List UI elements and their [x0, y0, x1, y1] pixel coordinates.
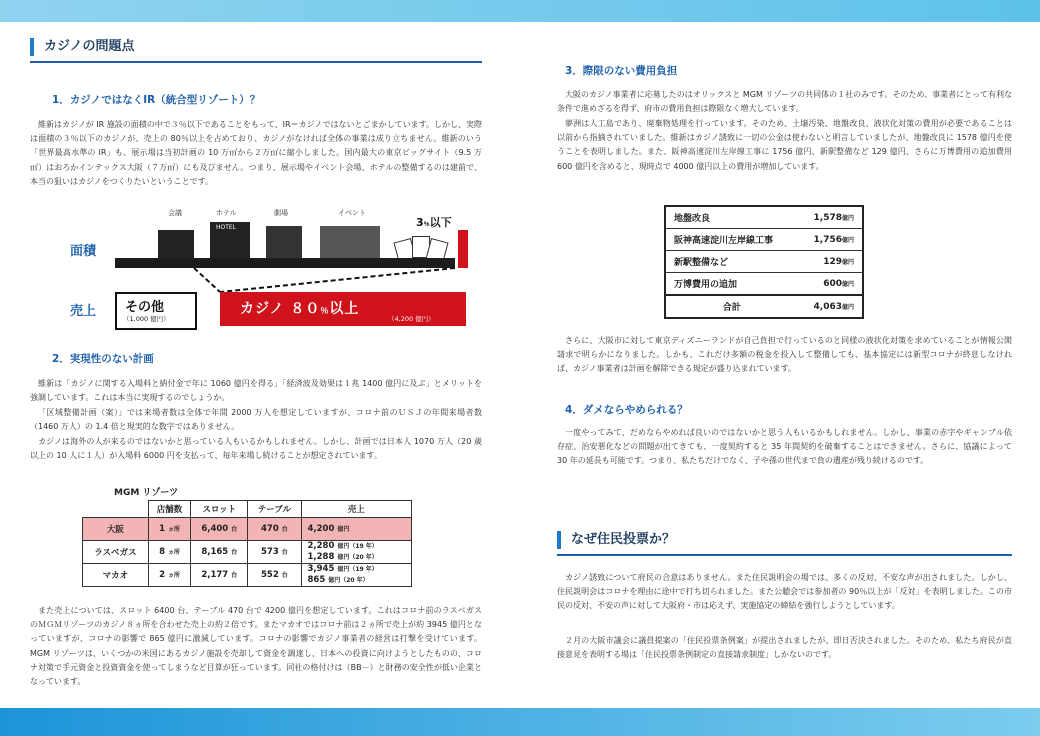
cost-label: 阪神高速淀川左岸線工事	[665, 229, 797, 251]
heading-3: 3．際限のない費用負担	[565, 65, 678, 77]
row-stores: 1 ヵ所	[148, 518, 191, 541]
sales-others-title: その他	[125, 300, 165, 315]
row-name: 大阪	[83, 518, 149, 541]
cost-label: 万博費用の追加	[665, 273, 797, 296]
cost-value: 129億円	[797, 251, 863, 273]
mgm-table-header	[83, 501, 412, 518]
row-stores: 2 ヵ所	[148, 564, 191, 587]
mgm-table-title: MGM リゾーツ	[114, 488, 179, 498]
cost-value: 1,578億円	[797, 206, 863, 229]
table-row	[83, 518, 412, 541]
sales-others-box	[115, 292, 197, 330]
mgm-header-sales: 売上	[301, 501, 412, 518]
theater-icon	[266, 226, 302, 258]
row-sales: 4,200 億円	[301, 518, 412, 541]
sales-others-amount: （1,000 億円）	[123, 315, 170, 323]
cost-total-value: 4,063億円	[797, 295, 863, 318]
mgm-header-stores: 店舗数	[148, 501, 191, 518]
row-stores: 8 ヵ所	[148, 541, 191, 564]
row-sales: 3,945 億円（19 年） 865 億円（20 年）	[301, 564, 412, 587]
paragraph-2c: カジノは海外の人が来るのではないかと思っている人もいるかもしれません。しかし、計画では日本人 1070 万人（20 歳以上の 10 人に１人）が入場料 6000 円を支払って、毎年来場し続けることが想定されています。	[30, 437, 482, 461]
mgm-table	[82, 500, 412, 587]
top-banner	[0, 0, 1040, 22]
cost-value: 1,756億円	[797, 229, 863, 251]
paragraph-1: 維新はカジノが IR 施設の面積の中で３％以下であることをもって、IR＝カジノではないとごまかしています。しかし、実際は面積の３％以下のカジノが、売上の 80％以上を占めており、カジノがなければ全体の事業は成り立ちません。維新のいう「世界最高水準の IR」も、展示場は当初計画の 10 万㎡から２万㎡に縮小しました。国内最大の東京ビッグサイト（9.5 万㎡）はおろかインテックス大阪（７万㎡）にも及びません。つまり、展示場やイベント会場、ホテルの整備するのは建前で、本当の狙いはカジノをつくりたいということです。	[30, 120, 482, 186]
paragraph-2b: 「区域整備計画（案）」では来場者数は全体で年間 2000 万人を想定していますが、コロナ前のＵＳＪの年間来場者数（1460 万人）の 1.4 倍と現実的な数字ではありません。	[30, 408, 482, 432]
paragraph-2a: 維新は「カジノに関する入場料と納付金で年に 1060 億円を得る」「経済波及効果は１兆 1400 億円に及ぶ」とメリットを強調しています。これは本当に実現するのでしょうか。	[30, 379, 482, 403]
sales-casino-amount: （4,200 億円）	[388, 315, 435, 323]
mgm-header-tables: テーブル	[248, 501, 301, 518]
area-label: 面積	[70, 244, 97, 259]
table-row	[665, 251, 863, 273]
cost-table	[664, 205, 864, 319]
mgm-header-slots: スロット	[191, 501, 248, 518]
section-underline-2	[557, 554, 1012, 556]
row-sales: 2,280 億円（19 年） 1,288 億円（20 年）	[301, 541, 412, 564]
cost-total-row	[665, 295, 863, 318]
event-stage-icon	[320, 226, 380, 258]
heading-1: 1．カジノではなくIR（統合型リゾート）？	[52, 94, 261, 106]
row-tables: 470 台	[248, 518, 301, 541]
label-hotel: ホテル	[216, 209, 237, 217]
area-sales-figure	[70, 208, 480, 328]
label-event: イベント	[338, 209, 366, 217]
three-percent-label: 3％以下	[416, 216, 452, 229]
table-row	[665, 206, 863, 229]
connector-lines	[190, 268, 470, 294]
paragraph-5b: ２月の大阪市議会に議員提案の「住民投票条例案」が提出されましたが、即日否決されました。そのため、私たち府民が直接意見を表明する場は「住民投票条例制定の直接請求制度」しかないのです。	[557, 636, 1012, 660]
cost-total-label: 合計	[665, 295, 797, 318]
paragraph-4: 一度やってみて、だめならやめれば良いのではないかと思う人もいるかもしれません。しかし、事業の赤字やギャンブル依存症、治安悪化などの問題が出てきても、一度契約すると 35 年間契約を破棄することはできません。さらに、協議によって 30 年の延長も可能です。つまり、私たちだけでなく、子や孫の世代まで負の遺産が残り続けるのです。	[557, 428, 1012, 466]
cost-label: 地盤改良	[665, 206, 797, 229]
label-theater: 劇場	[274, 209, 288, 217]
section-underline	[30, 61, 482, 63]
paragraph-3b: 夢洲は人工島であり、廃棄物処理を行っています。そのため、土壌汚染、地盤改良、液状化対策の費用が必要であることは以前から指摘されていました。維新はカジノ誘致に一切の公金は使わないと明言していましたが、地盤改良に 1578 億円を使うことを表明しました。また、阪神高速淀川左岸線工事に 1756 億円、新駅整備など 129 億円、さらに万博費用の追加費用 600 億円を含めると、現時点で 4000 億円以上の費用が増加しています。	[557, 119, 1012, 171]
paragraph-3c: さらに、大阪市に対して東京ディズニーランドが自己負担で行っているのと同様の液状化対策を求めていることが情報公開請求で明らかになりました。しかも、これだけ多額の税金を投入して整備しても、基本協定には新型コロナが終息しなければ、カジノ事業者は計画を解除できる規定が盛り込まれています。	[557, 336, 1012, 374]
row-slots: 6,400 台	[191, 518, 248, 541]
heading-4: 4．ダメならやめられる？	[565, 404, 688, 416]
row-slots: 2,177 台	[191, 564, 248, 587]
paragraph-2d: また売上については、スロット 6400 台、テーブル 470 台で 4200 億円を想定しています。これはコロナ前のラスベガスのＭＧＭリゾーツのカジノ８ヵ所を合わせた売上の約２倍です。またマカオではコロナ前は２ヵ所で売上が約 3945 億円となっていますが、コロナの影響で 865 億円に激減しています。コロナの影響でカジノ事業者の経営は打撃を受けています。MGM リゾーツは、いくつかの米国にあるカジノ施設を売却して資金を調達し、日本への投資に向けようとしたものの、コロナ対策で手元資金と投資資金を使ってしまうなど目算が狂っています。同社の格付けは（BB－）と財務の安全性が低い企業となっています。	[30, 606, 482, 687]
sales-casino-box	[220, 292, 466, 326]
table-row	[665, 229, 863, 251]
table-row	[83, 564, 412, 587]
cost-label: 新駅整備など	[665, 251, 797, 273]
hotel-sign: HOTEL	[216, 224, 237, 231]
table-row	[665, 273, 863, 296]
sales-casino-title: カジノ ８０％以上	[240, 301, 360, 317]
table-row	[83, 541, 412, 564]
paragraph-5a: カジノ誘致について府民の合意はありません。また住民説明会の場では、多くの反対、不安な声が出されました。しかし、住民説明会はコロナを理由に途中で打ち切られました。また公聴会では参加者の 90％以上が「反対」を表明しました。この市民の反対、不安の声に対して大阪府・市は応えず、実施協定の締結を強行しようとしています。	[557, 573, 1012, 611]
row-name: ラスベガス	[83, 541, 149, 564]
conference-icon	[158, 230, 194, 258]
section-title-casino-problems: カジノの問題点	[30, 38, 134, 56]
area-bar-casino	[458, 230, 468, 268]
row-tables: 552 台	[248, 564, 301, 587]
area-bar-others	[115, 258, 455, 268]
section-title-why-referendum: なぜ住民投票か？	[557, 531, 675, 549]
bottom-banner	[0, 708, 1040, 736]
sales-label: 売上	[70, 304, 97, 319]
label-conference: 会議	[168, 209, 182, 217]
row-slots: 8,165 台	[191, 541, 248, 564]
mgm-header-blank	[83, 501, 149, 518]
row-tables: 573 台	[248, 541, 301, 564]
heading-2: 2．実現性のない計画	[52, 353, 154, 365]
hotel-icon	[210, 222, 250, 258]
row-name: マカオ	[83, 564, 149, 587]
paragraph-3a: 大阪のカジノ事業者に応募したのはオリックスと MGM リゾーツの共同体の１社のみです。そのため、事業者にとって有利な条件で進めざるを得ず、府市の費用負担は際限なく増大しています。	[557, 90, 1012, 114]
cost-value: 600億円	[797, 273, 863, 296]
